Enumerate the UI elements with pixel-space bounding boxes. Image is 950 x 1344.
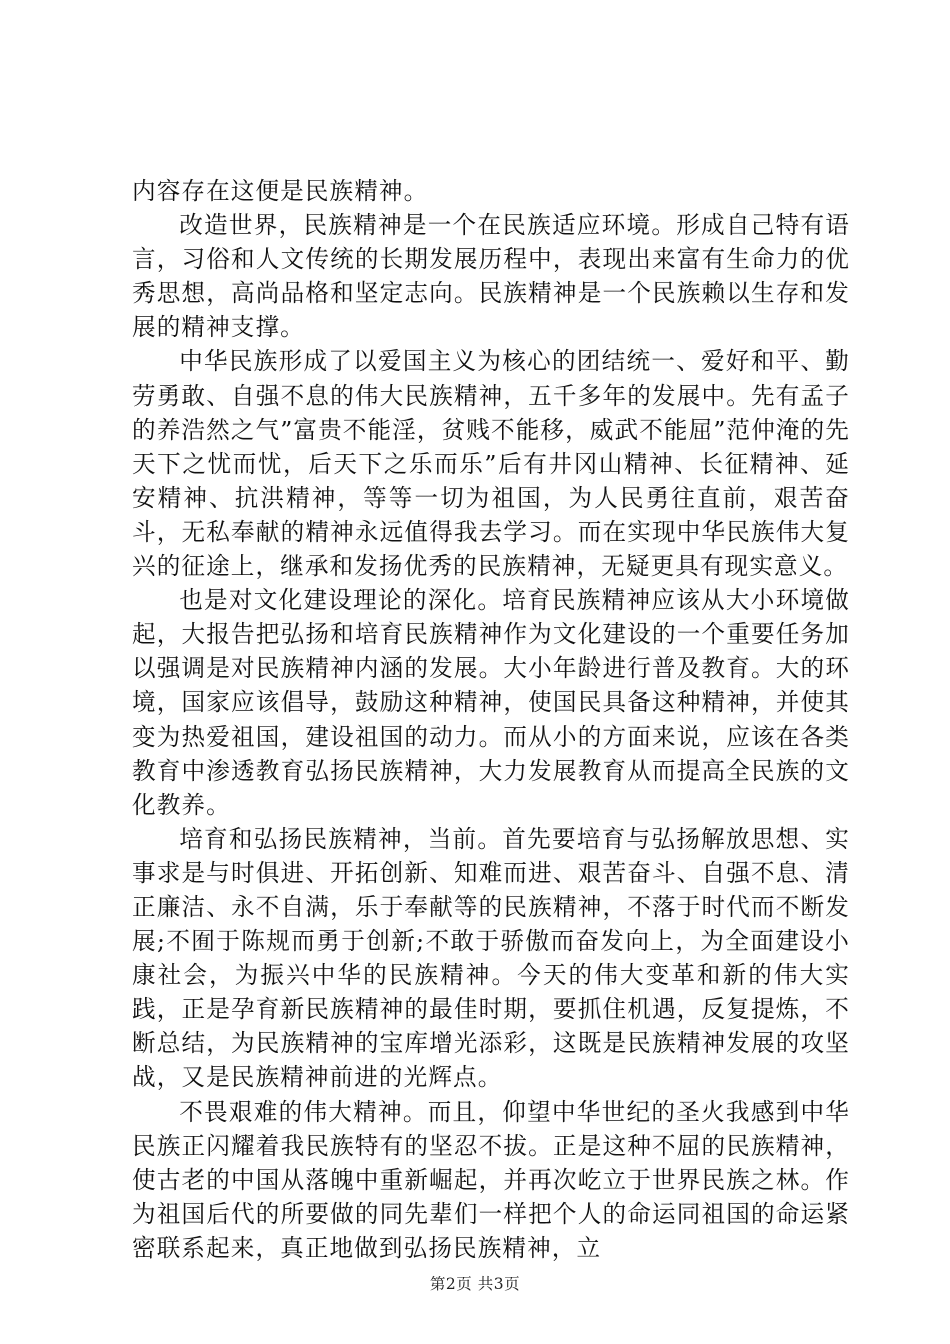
document-body: [132, 174, 850, 1265]
paragraph: 改造世界，民族精神是一个在民族适应环境。形成自己特有语言，习俗和人文传统的长期发展历程中，表现出来富有生命力的优秀思想，高尚品格和坚定志向。民族精神是一个民族赖以生存和发展的精神支撑。: [132, 211, 850, 342]
paragraph: 也是对文化建设理论的深化。培育民族精神应该从大小环境做起，大报告把弘扬和培育民族精神作为文化建设的一个重要任务加以强调是对民族精神内涵的发展。大小年龄进行普及教育。大的环境，国家应该倡导，鼓励这种精神，使国民具备这种精神，并使其变为热爱祖国，建设祖国的动力。而从小的方面来说，应该在各类教育中渗透教育弘扬民族精神，大力发展教育从而提高全民族的文化教养。: [132, 586, 850, 819]
page-number-footer: 第2页 共3页: [429, 1275, 521, 1293]
paragraph: 培育和弘扬民族精神，当前。首先要培育与弘扬解放思想、实事求是与时俱进、开拓创新、知难而进、艰苦奋斗、自强不息、清正廉洁、永不自满，乐于奉献等的民族精神，不落于时代而不断发展;不囿于陈规而勇于创新;不敢于骄傲而奋发向上，为全面建设小康社会，为振兴中华的民族精神。今天的伟大变革和新的伟大实践，正是孕育新民族精神的最佳时期，要抓住机遇，反复提炼，不断总结，为民族精神的宝库增光添彩，这既是民族精神发展的攻坚战，又是民族精神前进的光辉点。: [132, 824, 850, 1092]
paragraph-continuation: 内容存在这便是民族精神。: [132, 177, 429, 205]
paragraph: 不畏艰难的伟大精神。而且，仰望中华世纪的圣火我感到中华民族正闪耀着我民族特有的坚忍不拔。正是这种不屈的民族精神，使古老的中国从落魄中重新崛起，并再次屹立于世界民族之林。作为祖国后代的所要做的同先辈们一样把个人的命运同祖国的命运紧密联系起来，真正地做到弘扬民族精神，立: [132, 1097, 850, 1262]
paragraph: 中华民族形成了以爱国主义为核心的团结统一、爱好和平、勤劳勇敢、自强不息的伟大民族精神，五千多年的发展中。先有孟子的养浩然之气”富贵不能淫，贫贱不能移，威武不能屈”范仲淹的先天下之忧而忧，后天下之乐而乐”后有井冈山精神、长征精神、延安精神、抗洪精神，等等一切为祖国，为人民勇往直前，艰苦奋斗，无私奉献的精神永远值得我去学习。而在实现中华民族伟大复兴的征途上，继承和发扬优秀的民族精神，无疑更具有现实意义。: [132, 347, 850, 581]
